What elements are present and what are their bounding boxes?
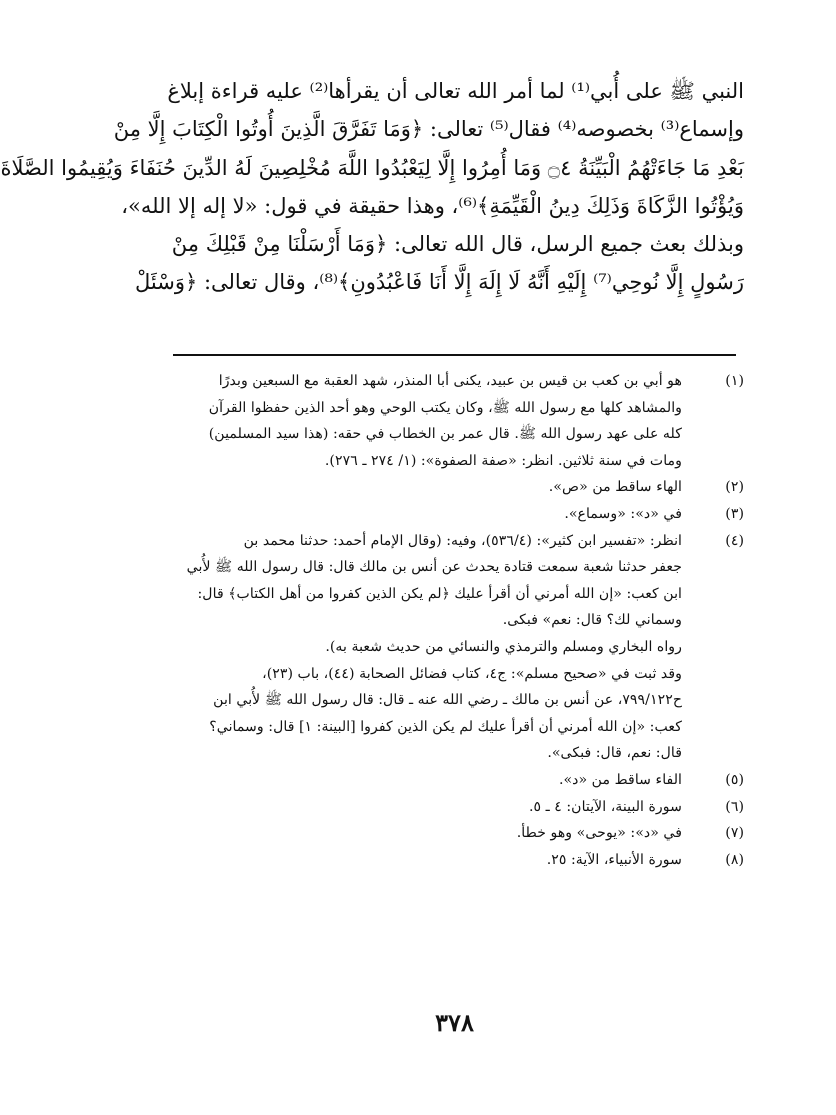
main-text-line: وإسماع⁽³⁾ بخصوصه⁽⁴⁾ فقال⁽⁵⁾ تعالى: ﴿وَمَا تَفَرَّقَ الَّذِينَ أُوتُوا الْكِتَابَ إِلَّا مِنْ (113, 117, 744, 142)
footnote-line: كله على عهد رسول الله ﷺ. قال عمر بن الخطاب في حقه: (هذا سيد المسلمين) (208, 426, 682, 443)
footnote-line: في «د»: «وسماع». (564, 505, 682, 522)
footnote-line: الهاء ساقط من «ص». (548, 479, 682, 496)
main-text-line: وَيُؤْتُوا الزَّكَاةَ وَذَلِكَ دِينُ الْقَيِّمَةِ﴾⁽⁶⁾، وهذا حقيقة في قول: «لا إله إلا الله»، (121, 193, 744, 218)
footnote-5 (168, 767, 744, 794)
footnote-number: (٤) (725, 532, 744, 549)
page-number: ٣٧٨ (435, 1008, 474, 1037)
footnote-line: وسماني لك؟ قال: نعم» فبكى. (502, 612, 682, 629)
footnote-separator (173, 354, 736, 356)
footnote-line: ابن كعب: «إن الله أمرني أن أقرأ عليك ﴿لم يكن الذين كفروا من أهل الكتاب﴾ قال: (197, 585, 682, 602)
footnote-line: انظر: «تفسير ابن كثير»: (٥٣٦/٤)، وفيه: (وقال الإمام أحمد: حدثنا محمد بن (243, 532, 682, 549)
footnote-line: قال: نعم، قال: فبكى». (547, 745, 682, 762)
footnote-line: جعفر حدثنا شعبة سمعت قتادة يحدث عن أنس بن مالك قال: قال رسول الله ﷺ لأُبي (186, 559, 682, 576)
footnote-line: هو أبي بن كعب بن قيس بن عبيد، يكنى أبا المنذر، شهد العقبة مع السبعين وبدرًا (218, 373, 682, 389)
footnote-number: (٥) (725, 771, 744, 788)
footnote-4 (168, 528, 744, 767)
footnote-number: (٨) (725, 851, 744, 868)
footnote-line: ح٧٩٩/١٢٢، عن أنس بن مالك ـ رضي الله عنه ـ قال: قال رسول الله ﷺ لأُبي ابن (213, 692, 682, 709)
footnote-line: كعب: «إن الله أمرني أن أقرأ عليك لم يكن الذين كفروا [البينة: ١] قال: وسماني؟ (209, 718, 682, 735)
main-text-line: بَعْدِ مَا جَاءَتْهُمُ الْبَيِّنَةُ ۝٤ وَمَا أُمِرُوا إِلَّا لِيَعْبُدُوا اللَّهَ مُخْلِصِينَ لَهُ الدِّينَ حُنَفَاءَ وَيُقِيمُوا الصَّلَاةَ (0, 155, 744, 180)
footnote-number: (٧) (725, 825, 744, 842)
footnote-number: (٦) (725, 798, 744, 815)
footnote-line: وقد ثبت في «صحيح مسلم»: ج٤، كتاب فضائل الصحابة (٤٤)، باب (٢٣)، (262, 665, 682, 682)
footnotes (168, 368, 744, 873)
footnote-number: (٢) (725, 479, 744, 496)
footnote-6 (168, 794, 744, 821)
footnote-7 (168, 820, 744, 847)
main-text-line: النبي ﷺ على أُبي⁽¹⁾ لما أمر الله تعالى أن يقرأها⁽²⁾ عليه قراءة إبلاغ (167, 79, 744, 103)
footnote-number: (١) (725, 373, 744, 389)
footnote-line: والمشاهد كلها مع رسول الله ﷺ، وكان يكتب الوحي وهو أحد الذين حفظوا القرآن (208, 399, 682, 416)
main-text (0, 72, 744, 302)
footnote-line: ومات في سنة ثلاثين. انظر: «صفة الصفوة»: (١/ ٢٧٤ ـ ٢٧٦). (324, 452, 682, 469)
footnote-line: الفاء ساقط من «د». (558, 771, 682, 788)
footnote-line: سورة البينة، الآيتان: ٤ ـ ٥. (528, 798, 682, 815)
footnote-8 (168, 847, 744, 874)
footnote-1 (168, 368, 744, 474)
main-text-line: رَسُولٍ إِلَّا نُوحِي⁽⁷⁾ إِلَيْهِ أَنَّهُ لَا إِلَهَ إِلَّا أَنَا فَاعْبُدُونِ﴾⁽⁸⁾، وقال تعالى: ﴿وَسْئَلْ (135, 270, 744, 295)
footnote-line: رواه البخاري ومسلم والترمذي والنسائي من حديث شعبة به). (325, 638, 682, 655)
footnote-line: في «د»: «يوحى» وهو خطأ. (516, 825, 682, 842)
footnote-number: (٣) (725, 505, 744, 522)
footnote-3 (168, 501, 744, 528)
footnote-2 (168, 474, 744, 501)
main-text-line: وبذلك بعث جميع الرسل، قال الله تعالى: ﴿وَمَا أَرْسَلْنَا مِنْ قَبْلِكَ مِنْ (171, 232, 744, 257)
footnote-line: سورة الأنبياء، الآية: ٢٥. (546, 851, 682, 868)
